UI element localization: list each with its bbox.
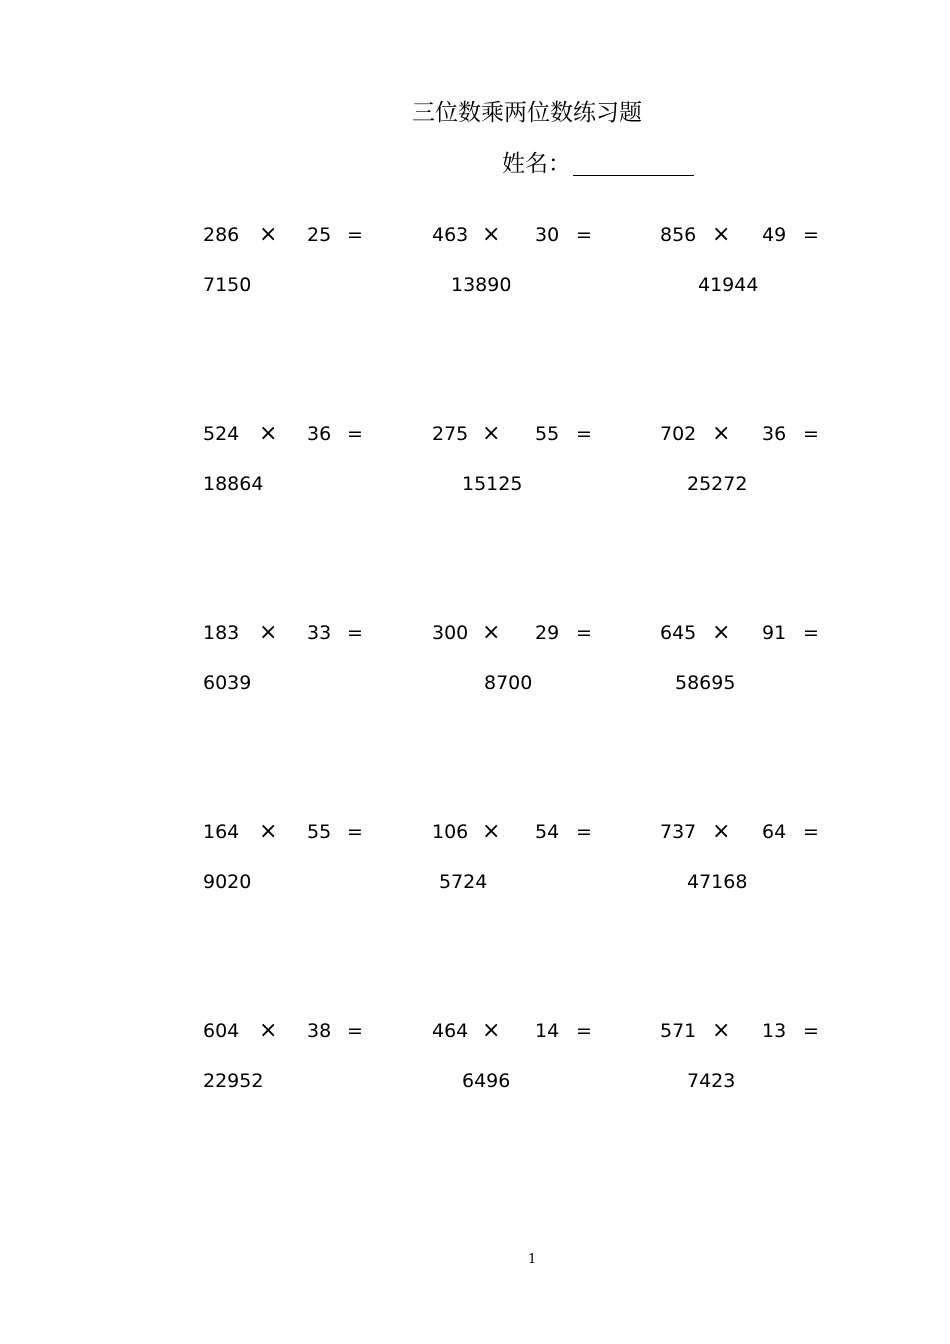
problem-multiplicand: 604 — [203, 1020, 240, 1042]
problem-multiplier: 13 — [762, 1020, 787, 1042]
equals-sign: = — [803, 622, 819, 644]
equals-sign: = — [803, 224, 819, 246]
problem-multiplicand: 464 — [432, 1020, 469, 1042]
problem-multiplicand: 571 — [660, 1020, 697, 1042]
equals-sign: = — [803, 1020, 819, 1042]
multiply-sign: × — [712, 421, 731, 446]
equals-sign: = — [347, 1020, 363, 1042]
problem-answer: 18864 — [203, 473, 264, 495]
problem-multiplier: 33 — [307, 622, 332, 644]
equals-sign: = — [576, 423, 592, 445]
multiply-sign: × — [259, 1018, 278, 1043]
problem-multiplicand: 286 — [203, 224, 240, 246]
problem-multiplier: 29 — [535, 622, 560, 644]
problem-multiplicand: 300 — [432, 622, 469, 644]
name-blank-line — [573, 175, 694, 176]
equals-sign: = — [576, 224, 592, 246]
problem-multiplicand: 645 — [660, 622, 697, 644]
multiply-sign: × — [712, 620, 731, 645]
problem-multiplier: 55 — [535, 423, 560, 445]
problem-multiplicand: 106 — [432, 821, 469, 843]
problem-answer: 15125 — [462, 473, 523, 495]
problem-answer: 6039 — [203, 672, 252, 694]
multiply-sign: × — [482, 620, 501, 645]
multiply-sign: × — [712, 819, 731, 844]
equals-sign: = — [347, 821, 363, 843]
problem-answer: 41944 — [698, 274, 759, 296]
problem-multiplicand: 702 — [660, 423, 697, 445]
problem-multiplicand: 183 — [203, 622, 240, 644]
problem-multiplicand: 164 — [203, 821, 240, 843]
problem-multiplier: 25 — [307, 224, 332, 246]
equals-sign: = — [576, 1020, 592, 1042]
multiply-sign: × — [259, 819, 278, 844]
problem-answer: 58695 — [675, 672, 736, 694]
multiply-sign: × — [712, 222, 731, 247]
equals-sign: = — [803, 821, 819, 843]
problem-multiplier: 38 — [307, 1020, 332, 1042]
problem-multiplicand: 524 — [203, 423, 240, 445]
problem-answer: 9020 — [203, 871, 252, 893]
problem-multiplicand: 737 — [660, 821, 697, 843]
equals-sign: = — [576, 622, 592, 644]
problem-answer: 8700 — [484, 672, 533, 694]
problem-answer: 47168 — [687, 871, 748, 893]
problem-multiplicand: 856 — [660, 224, 697, 246]
equals-sign: = — [347, 423, 363, 445]
page-number: 1 — [528, 1252, 537, 1267]
problem-multiplier: 36 — [307, 423, 332, 445]
problem-answer: 13890 — [451, 274, 512, 296]
name-label: 姓名： — [502, 151, 571, 177]
multiply-sign: × — [259, 222, 278, 247]
multiply-sign: × — [482, 819, 501, 844]
problem-multiplicand: 463 — [432, 224, 469, 246]
problem-multiplicand: 275 — [432, 423, 469, 445]
equals-sign: = — [576, 821, 592, 843]
multiply-sign: × — [259, 620, 278, 645]
multiply-sign: × — [482, 421, 501, 446]
problem-answer: 25272 — [687, 473, 748, 495]
multiply-sign: × — [712, 1018, 731, 1043]
problem-multiplier: 91 — [762, 622, 787, 644]
multiply-sign: × — [259, 421, 278, 446]
problem-answer: 22952 — [203, 1070, 264, 1092]
problem-answer: 6496 — [462, 1070, 511, 1092]
problem-multiplier: 55 — [307, 821, 332, 843]
problem-multiplier: 54 — [535, 821, 560, 843]
problem-multiplier: 49 — [762, 224, 787, 246]
problem-answer: 7423 — [687, 1070, 736, 1092]
equals-sign: = — [347, 622, 363, 644]
problem-multiplier: 64 — [762, 821, 787, 843]
problem-multiplier: 14 — [535, 1020, 560, 1042]
problem-multiplier: 30 — [535, 224, 560, 246]
page-title: 三位数乘两位数练习题 — [412, 100, 642, 126]
problem-answer: 5724 — [439, 871, 488, 893]
multiply-sign: × — [482, 222, 501, 247]
multiply-sign: × — [482, 1018, 501, 1043]
equals-sign: = — [347, 224, 363, 246]
problem-answer: 7150 — [203, 274, 252, 296]
equals-sign: = — [803, 423, 819, 445]
problem-multiplier: 36 — [762, 423, 787, 445]
